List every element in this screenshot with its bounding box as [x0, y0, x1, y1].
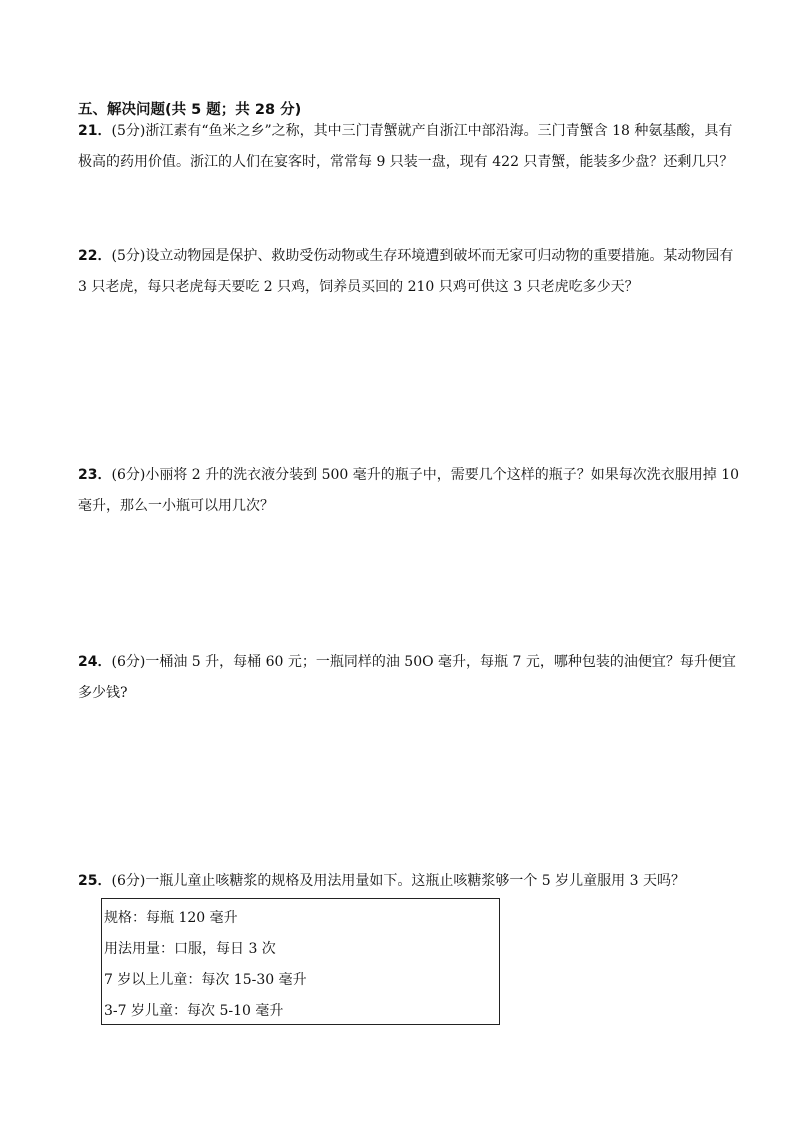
syrup-spec-box — [101, 898, 500, 1025]
question-25 — [78, 866, 743, 897]
question-24 — [78, 647, 743, 709]
question-number: 22． — [78, 248, 112, 264]
spec-line-over-7: 7 岁以上儿童：每次 15-30 毫升 — [104, 972, 307, 988]
question-score: (5分) — [111, 123, 146, 139]
question-22 — [78, 241, 743, 303]
question-21 — [78, 116, 743, 178]
question-score: (5分) — [111, 248, 146, 264]
question-score: (6分) — [111, 873, 146, 889]
question-number: 21． — [78, 123, 112, 139]
question-23 — [78, 460, 743, 522]
question-text: 小丽将 2 升的洗衣液分装到 500 毫升的瓶子中，需要几个这样的瓶子？如果每次洗衣服用掉 10 毫升，那么一小瓶可以用几次？ — [78, 467, 740, 514]
question-number: 24． — [78, 654, 112, 670]
spec-line-usage: 用法用量：口服，每日 3 次 — [104, 941, 276, 957]
section-title: 五、解决问题(共 5 题；共 28 分) — [78, 102, 302, 118]
spec-line-specification: 规格：每瓶 120 毫升 — [104, 910, 238, 926]
question-text: 一桶油 5 升，每桶 60 元；一瓶同样的油 50O 毫升，每瓶 7 元，哪种包装的油便宜？每升便宜多少钱? — [78, 654, 736, 701]
question-score: (6分) — [111, 654, 146, 670]
question-number: 25． — [78, 873, 112, 889]
question-number: 23． — [78, 467, 112, 483]
question-score: (6分) — [111, 467, 146, 483]
question-text: 设立动物园是保护、救助受伤动物或生存环境遭到破坏而无家可归动物的重要措施。某动物园有 3 只老虎，每只老虎每天要吃 2 只鸡，饲养员买回的 210 只鸡可供这 3 只老虎吃多少天？ — [78, 248, 734, 295]
spec-line-3-to-7: 3-7 岁儿童：每次 5-10 毫升 — [104, 1003, 284, 1019]
question-text: 一瓶儿童止咳糖浆的规格及用法用量如下。这瓶止咳糖浆够一个 5 岁儿童服用 3 天吗？ — [145, 873, 685, 889]
question-text: 浙江素有“鱼米之乡”之称，其中三门青蟹就产自浙江中部沿海。三门青蟹含 18 种氨基酸，具有极高的药用价值。浙江的人们在宴客时，常常每 9 只装一盘，现有 422 只青蟹，能装多少盘？还剩几只？ — [78, 123, 734, 170]
